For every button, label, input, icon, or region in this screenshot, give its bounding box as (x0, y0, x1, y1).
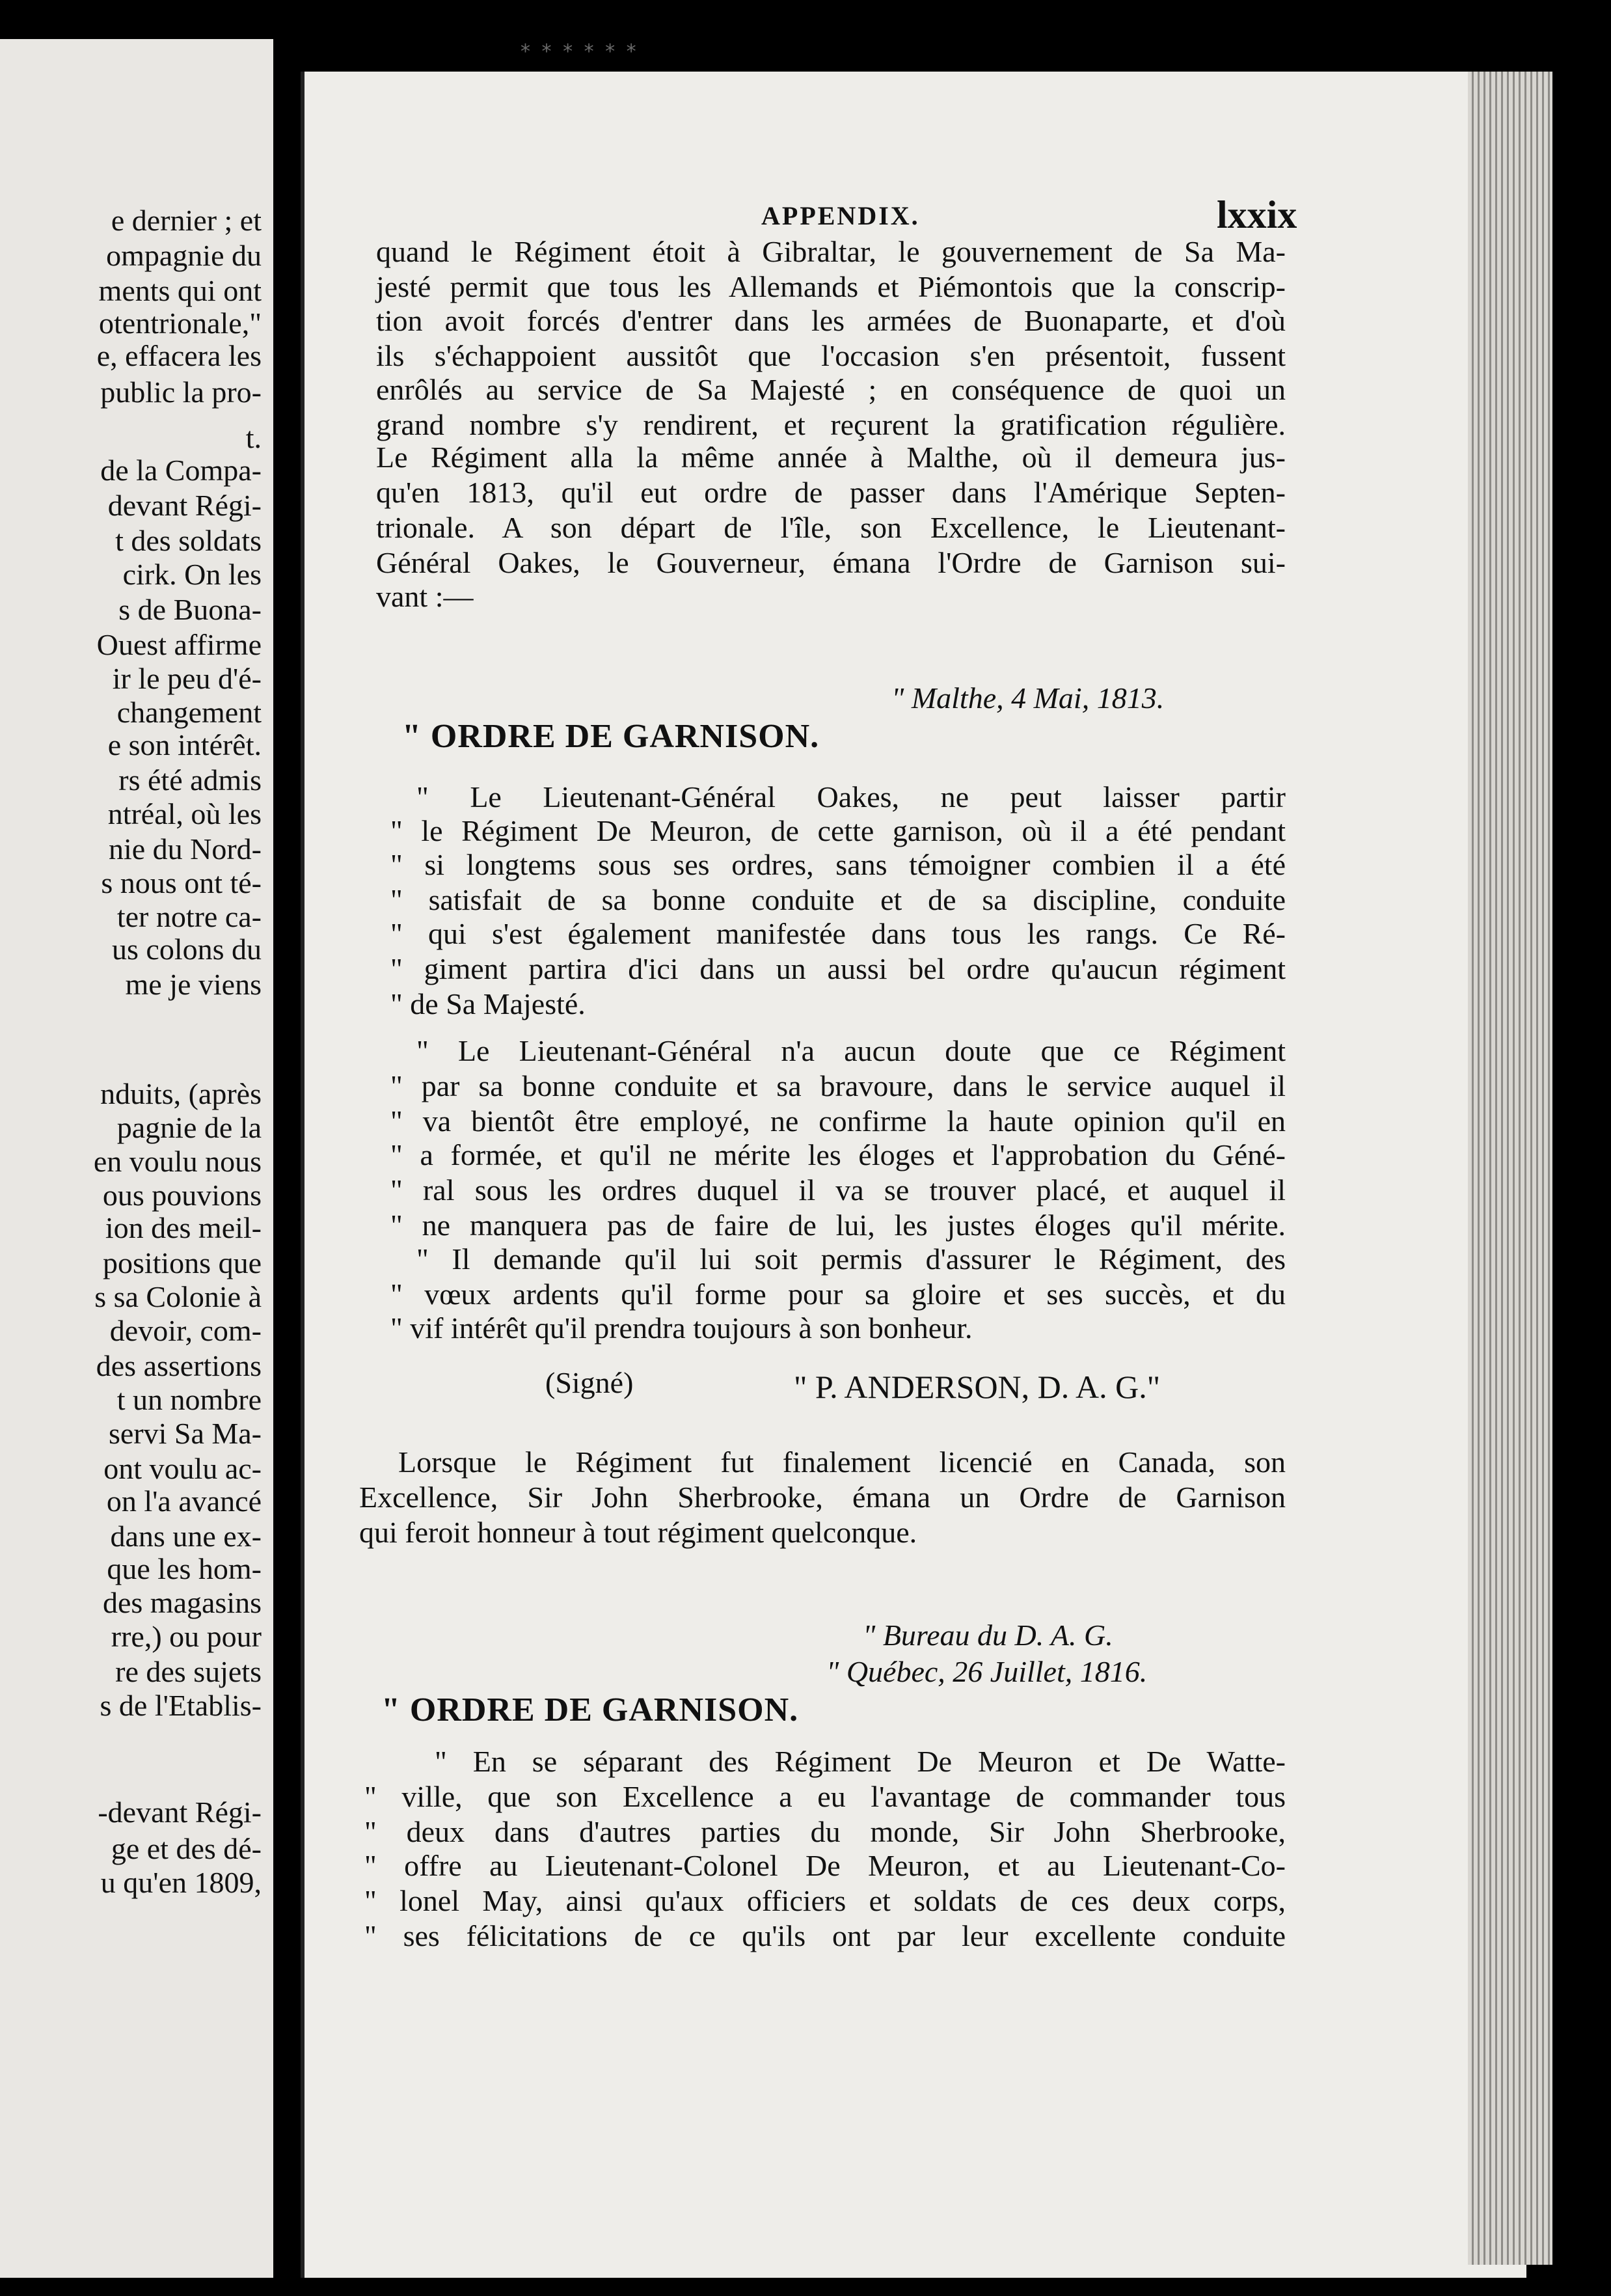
order-line: " offre au Lieutenant-Colonel De Meuron, et au Lieutenant-Co- (364, 1849, 1286, 1882)
running-header: APPENDIX. (761, 201, 920, 230)
order-line: " ral sous les ordres duquel il va se trouver placé, et auquel il (390, 1173, 1286, 1207)
order-line: " qui s'est également manifestée dans tous les rangs. Ce Ré- (390, 917, 1286, 950)
order-line: " a formée, et qu'il ne mérite les éloges et l'approbation du Géné- (390, 1138, 1286, 1171)
left-page-line: re des sujets (115, 1655, 262, 1688)
left-page-line: e, effacera les (96, 339, 262, 372)
left-page-line: on l'a avancé (106, 1484, 262, 1518)
order-line: " Il demande qu'il lui soit permis d'assurer le Régiment, des (416, 1242, 1286, 1276)
left-page-line: t des soldats (115, 524, 262, 557)
scan-mark: * * * * * * (521, 40, 639, 63)
left-page-line: ir le peu d'é- (112, 662, 262, 695)
left-page-line: otentrionale," (99, 307, 262, 340)
left-page-line: nie du Nord- (108, 832, 262, 866)
order-date: " Malthe, 4 Mai, 1813. (891, 681, 1165, 715)
body-line: Excellence, Sir John Sherbrooke, émana un Ordre de Garnison (359, 1481, 1286, 1514)
signed-label: (Signé) (545, 1366, 634, 1399)
page-edge-shadow (1552, 72, 1611, 2296)
body-line: grand nombre s'y rendirent, et reçurent la gratification régulière. (376, 408, 1286, 441)
order-line: " ses félicitations de ce qu'ils ont par leur excellente conduite (364, 1919, 1286, 1952)
left-page-line: dans une ex- (110, 1520, 262, 1553)
left-page-line: nduits, (après (100, 1077, 262, 1110)
order-line: " lonel May, ainsi qu'aux officiers et soldats de ces deux corps, (364, 1884, 1286, 1917)
order-line: " satisfait de sa bonne conduite et de sa discipline, conduite (390, 883, 1286, 916)
left-page-line: s de Buona- (118, 593, 262, 626)
left-page-line: positions que (102, 1246, 262, 1279)
left-page-line: t un nombre (116, 1383, 262, 1416)
body-line: qu'en 1813, qu'il eut ordre de passer dans l'Amérique Septen- (376, 476, 1286, 509)
left-page-line: rre,) ou pour (111, 1620, 262, 1653)
order-line: " ville, que son Excellence a eu l'avantage de commander tous (364, 1780, 1286, 1813)
left-page-line: public la pro- (100, 376, 262, 409)
order-line: " Le Lieutenant-Général Oakes, ne peut laisser partir (416, 780, 1286, 813)
order-line: " de Sa Majesté. (390, 987, 586, 1020)
left-page-line: t. (245, 421, 262, 454)
left-page-line: devant Régi- (107, 489, 262, 522)
body-line: quand le Régiment étoit à Gibraltar, le gouvernement de Sa Ma- (376, 235, 1286, 268)
left-page-line: u qu'en 1809, (100, 1866, 262, 1899)
left-page-line: e son intérêt. (107, 728, 262, 761)
body-line: trionale. A son départ de l'île, son Excellence, le Lieutenant- (376, 511, 1286, 544)
order-line: " va bientôt être employé, ne confirme la haute opinion qu'il en (390, 1104, 1286, 1138)
left-page-line: e dernier ; et (111, 204, 262, 237)
left-page-line: ont voulu ac- (103, 1452, 262, 1485)
order-heading: " ORDRE DE GARNISON. (402, 718, 820, 755)
order-line: " par sa bonne conduite et sa bravoure, dans le service auquel il (390, 1069, 1286, 1102)
body-line: qui feroit honneur à tout régiment quelconque. (359, 1516, 917, 1549)
body-line: Le Régiment alla la même année à Malthe, où il demeura jus- (376, 441, 1286, 474)
left-page-line: des assertions (96, 1349, 262, 1382)
left-page-line: ompagnie du (106, 239, 262, 272)
body-line: Général Oakes, le Gouverneur, émana l'Ordre de Garnison sui- (376, 546, 1286, 579)
left-page-line: Ouest affirme (96, 628, 262, 661)
signature: " P. ANDERSON, D. A. G." (794, 1369, 1161, 1405)
left-page-line: s sa Colonie à (94, 1280, 262, 1313)
left-page-line: servi Sa Ma- (108, 1417, 262, 1450)
body-line: vant :— (376, 580, 474, 613)
left-page-line: ments qui ont (98, 274, 262, 307)
order-date: " Québec, 26 Juillet, 1816. (826, 1655, 1148, 1688)
left-page-line: ous pouvions (102, 1179, 262, 1212)
left-page-line: pagnie de la (116, 1111, 262, 1144)
order-line: " le Régiment De Meuron, de cette garnison, où il a été pendant (390, 814, 1286, 847)
left-page-line: -devant Régi- (98, 1796, 262, 1829)
left-page-line: me je viens (125, 968, 262, 1001)
body-line: tion avoit forcés d'entrer dans les armées de Buonaparte, et d'où (376, 304, 1286, 337)
order-line: " si longtems sous ses ordres, sans témoigner combien il a été (390, 848, 1286, 881)
left-page-line: devoir, com- (109, 1314, 262, 1347)
body-line: jesté permit que tous les Allemands et Piémontois que la conscrip- (376, 270, 1286, 303)
left-page-line: s nous ont té- (101, 866, 262, 899)
body-line: enrôlés au service de Sa Majesté ; en conséquence de quoi un (376, 373, 1286, 406)
order-line: " ne manquera pas de faire de lui, les justes éloges qu'il mérite. (390, 1209, 1286, 1242)
left-page-line: ter notre ca- (116, 900, 262, 933)
left-page-line: us colons du (112, 933, 262, 966)
page-number: lxxix (1217, 193, 1297, 236)
body-line: ils s'échappoient aussitôt que l'occasion s'en présentoit, fussent (376, 339, 1286, 372)
order-line: " giment partira d'ici dans un aussi bel ordre qu'aucun régiment (390, 952, 1286, 985)
order-line: " En se séparant des Régiment De Meuron et De Watte- (435, 1745, 1286, 1778)
left-page-line: s de l'Etablis- (100, 1689, 262, 1722)
left-page-line: rs été admis (118, 763, 262, 797)
left-page (0, 39, 273, 2278)
left-page-line: ge et des dé- (111, 1832, 262, 1865)
book-gutter (273, 0, 301, 2296)
order-line: " Le Lieutenant-Général n'a aucun doute que ce Régiment (416, 1034, 1286, 1067)
left-page-line: de la Compa- (100, 454, 262, 487)
order-line: " vœux ardents qu'il forme pour sa gloire et ses succès, et du (390, 1278, 1286, 1311)
order-line: " vif intérêt qu'il prendra toujours à son bonheur. (390, 1311, 973, 1345)
left-page-line: cirk. On les (122, 558, 262, 591)
body-line: Lorsque le Régiment fut finalement licencié en Canada, son (398, 1445, 1286, 1479)
left-page-line: ntréal, où les (107, 797, 262, 830)
left-page-line: des magasins (102, 1586, 262, 1619)
left-page-line: que les hom- (107, 1552, 262, 1585)
left-page-line: ion des meil- (105, 1211, 262, 1244)
left-page-line: changement (116, 696, 262, 729)
left-page-line: en voulu nous (93, 1145, 262, 1178)
bureau-line: " Bureau du D. A. G. (863, 1619, 1113, 1652)
page-edges (1468, 72, 1552, 2265)
order-line: " deux dans d'autres parties du monde, Sir John Sherbrooke, (364, 1815, 1286, 1848)
order-heading: " ORDRE DE GARNISON. (381, 1691, 799, 1729)
